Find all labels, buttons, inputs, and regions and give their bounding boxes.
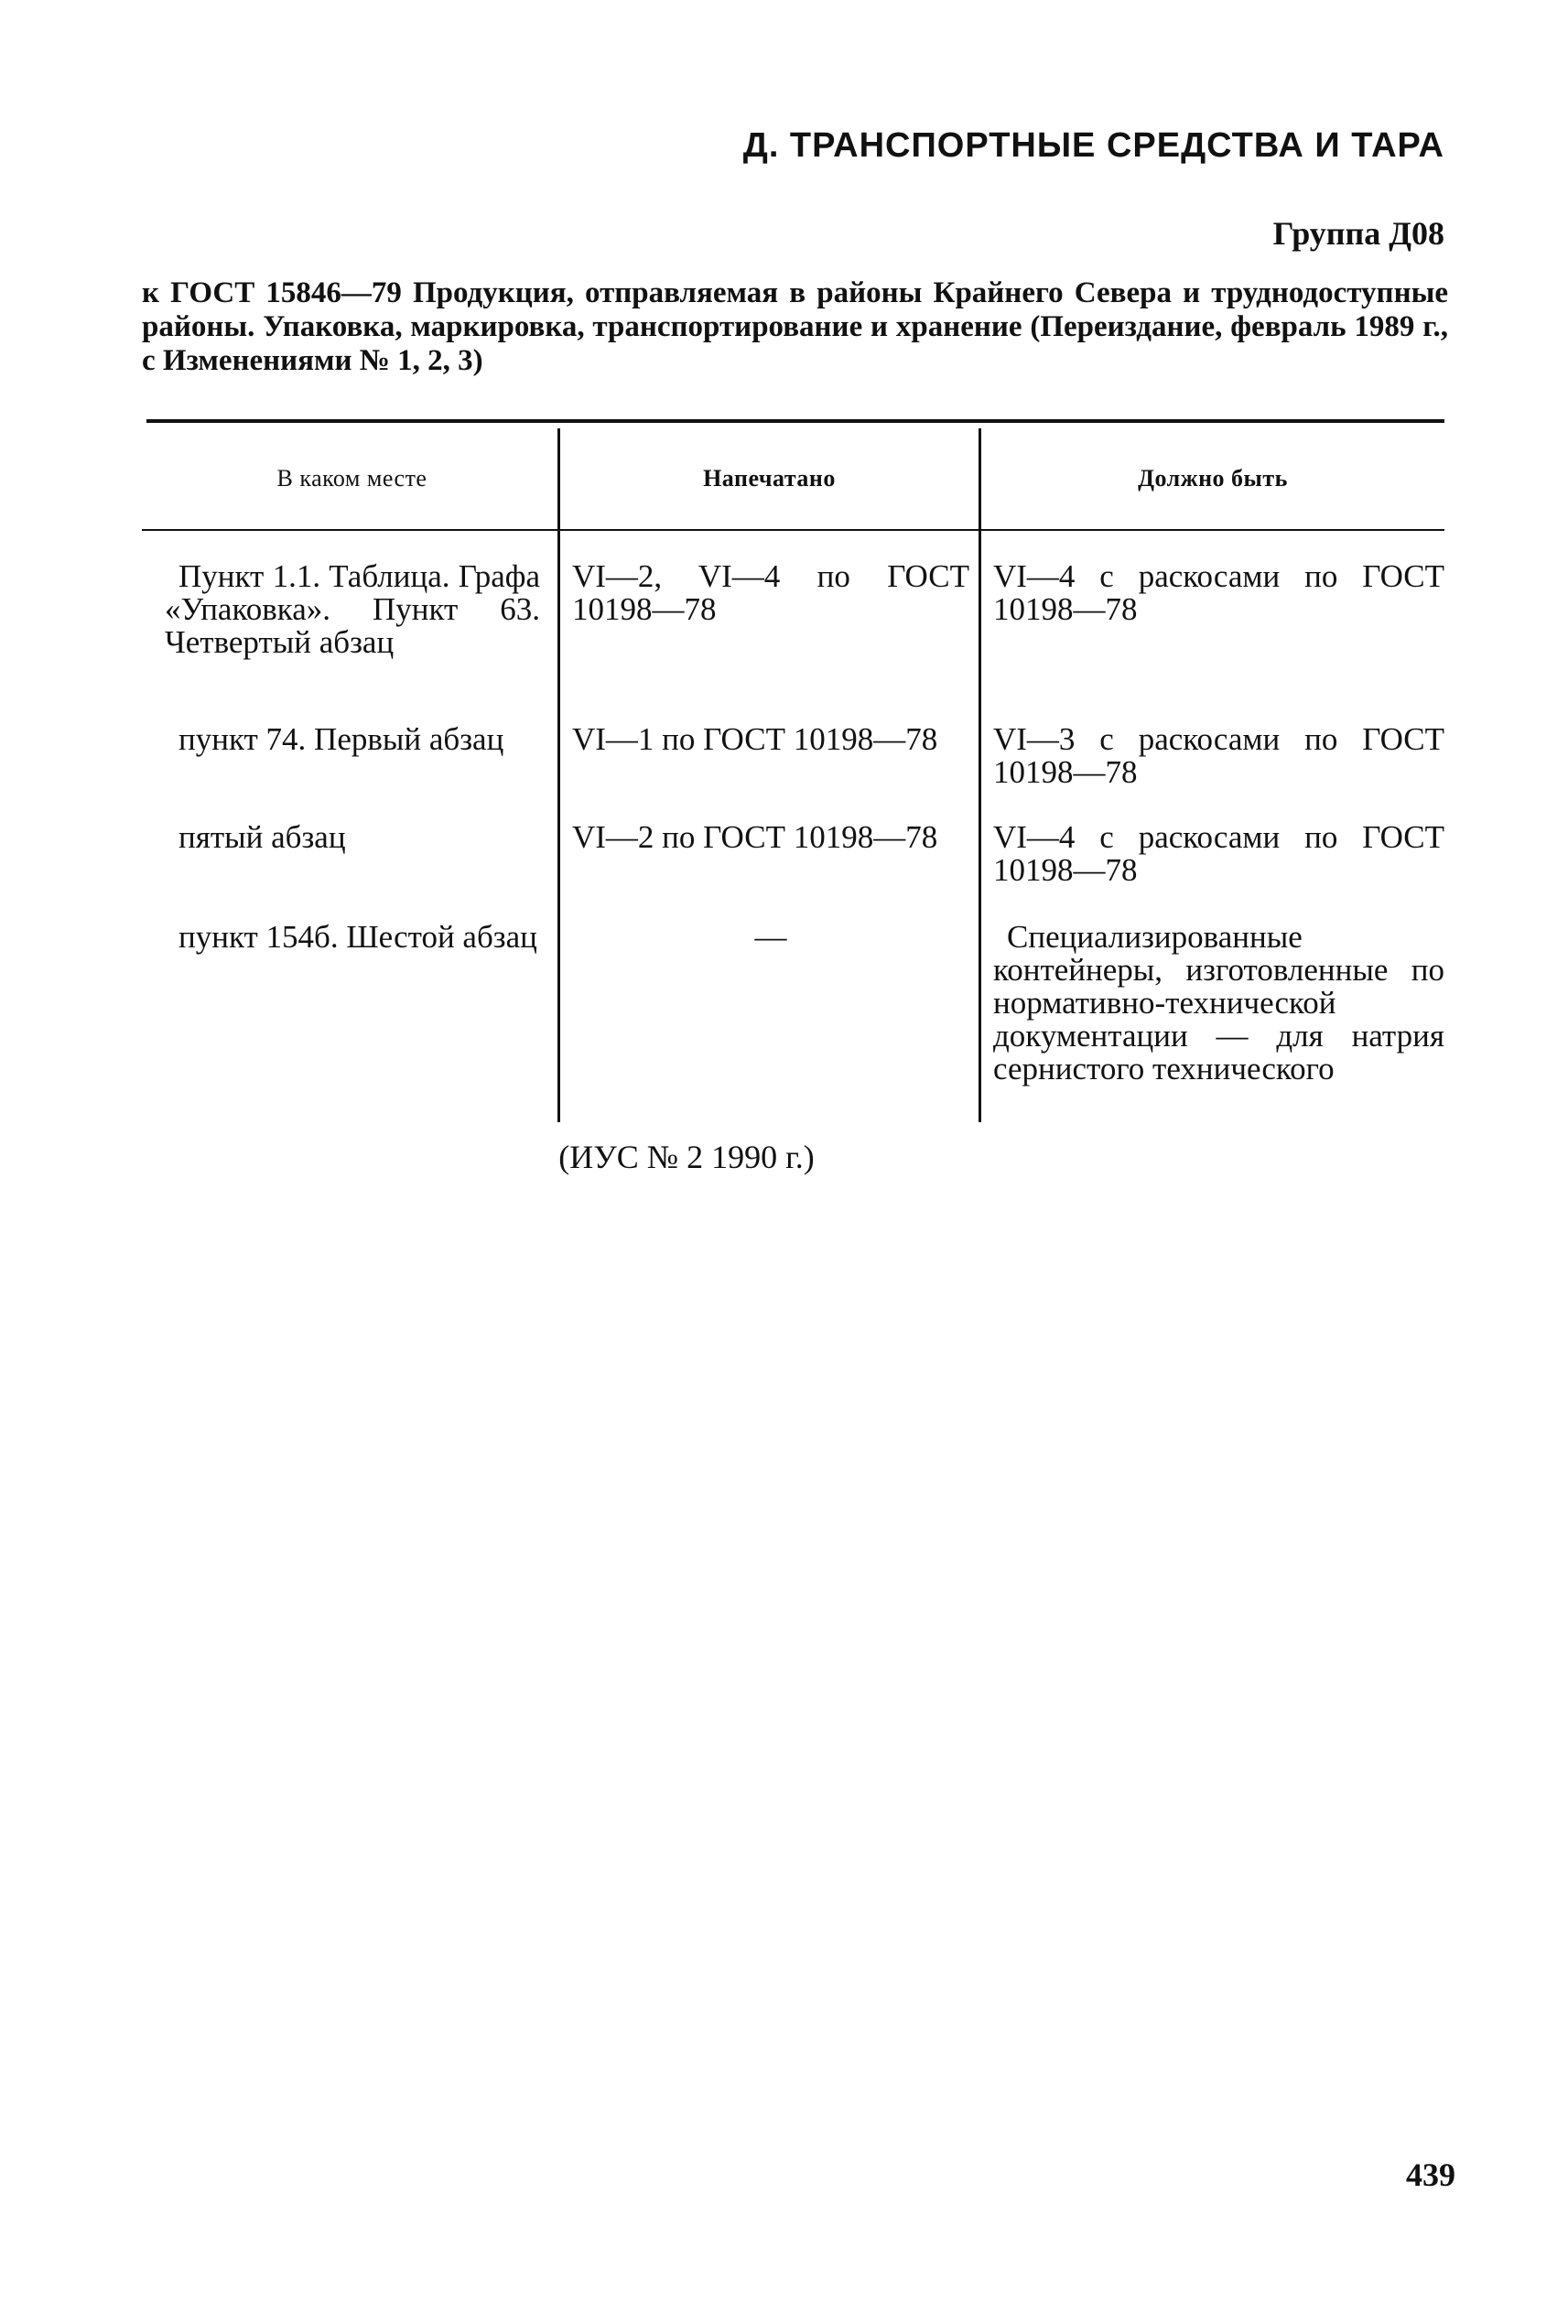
row-4-place: пункт 154б. Шестой абзац bbox=[178, 919, 537, 955]
row-1-printed: VI—2, VI—4 по ГОСТ 10198—78 bbox=[572, 558, 969, 627]
column-header-place: В каком месте bbox=[276, 465, 427, 492]
row-2-place: пункт 74. Первый абзац bbox=[178, 721, 504, 757]
column-divider-1 bbox=[557, 428, 560, 1122]
row-3-printed: VI—2 по ГОСТ 10198—78 bbox=[572, 819, 938, 855]
column-header-printed: Напечатано bbox=[703, 465, 836, 492]
document-heading: к ГОСТ 15846—79 Продукция, отправляемая в районы Крайнего Севера и труднодоступные районы. Упаковка, маркировка, транспортирование и хранение (Переиздание, февраль 1989 г., с Изменениями № 1, 2, 3) bbox=[142, 276, 1448, 377]
column-header-should-be: Должно быть bbox=[1138, 465, 1288, 492]
page-number: 439 bbox=[1406, 2156, 1455, 2193]
row-2-printed: VI—1 по ГОСТ 10198—78 bbox=[572, 721, 938, 757]
table-header-rule bbox=[142, 529, 1444, 531]
row-1-should-be: VI—4 с раскосами по ГОСТ 10198—78 bbox=[993, 558, 1444, 627]
row-2-should-be: VI—3 с раскосами по ГОСТ 10198—78 bbox=[993, 721, 1444, 790]
section-title: Д. ТРАНСПОРТНЫЕ СРЕДСТВА И ТАРА bbox=[742, 126, 1444, 165]
table-top-rule bbox=[146, 419, 1444, 423]
column-divider-2 bbox=[979, 428, 981, 1122]
footer-note: (ИУС № 2 1990 г.) bbox=[558, 1139, 815, 1175]
row-3-place: пятый абзац bbox=[178, 819, 346, 855]
row-4-should-be: Специализированные контейнеры, изготовленные по нормативно-технической документации — для натрия сернистого технического bbox=[993, 919, 1444, 1086]
row-3-should-be: VI—4 с раскосами по ГОСТ 10198—78 bbox=[993, 819, 1444, 888]
group-code: Группа Д08 bbox=[1272, 215, 1444, 252]
row-4-printed: — bbox=[754, 919, 787, 955]
row-1-place: Пункт 1.1. Таблица. Графа «Упаковка». Пункт 63. Четвертый абзац bbox=[165, 558, 540, 660]
